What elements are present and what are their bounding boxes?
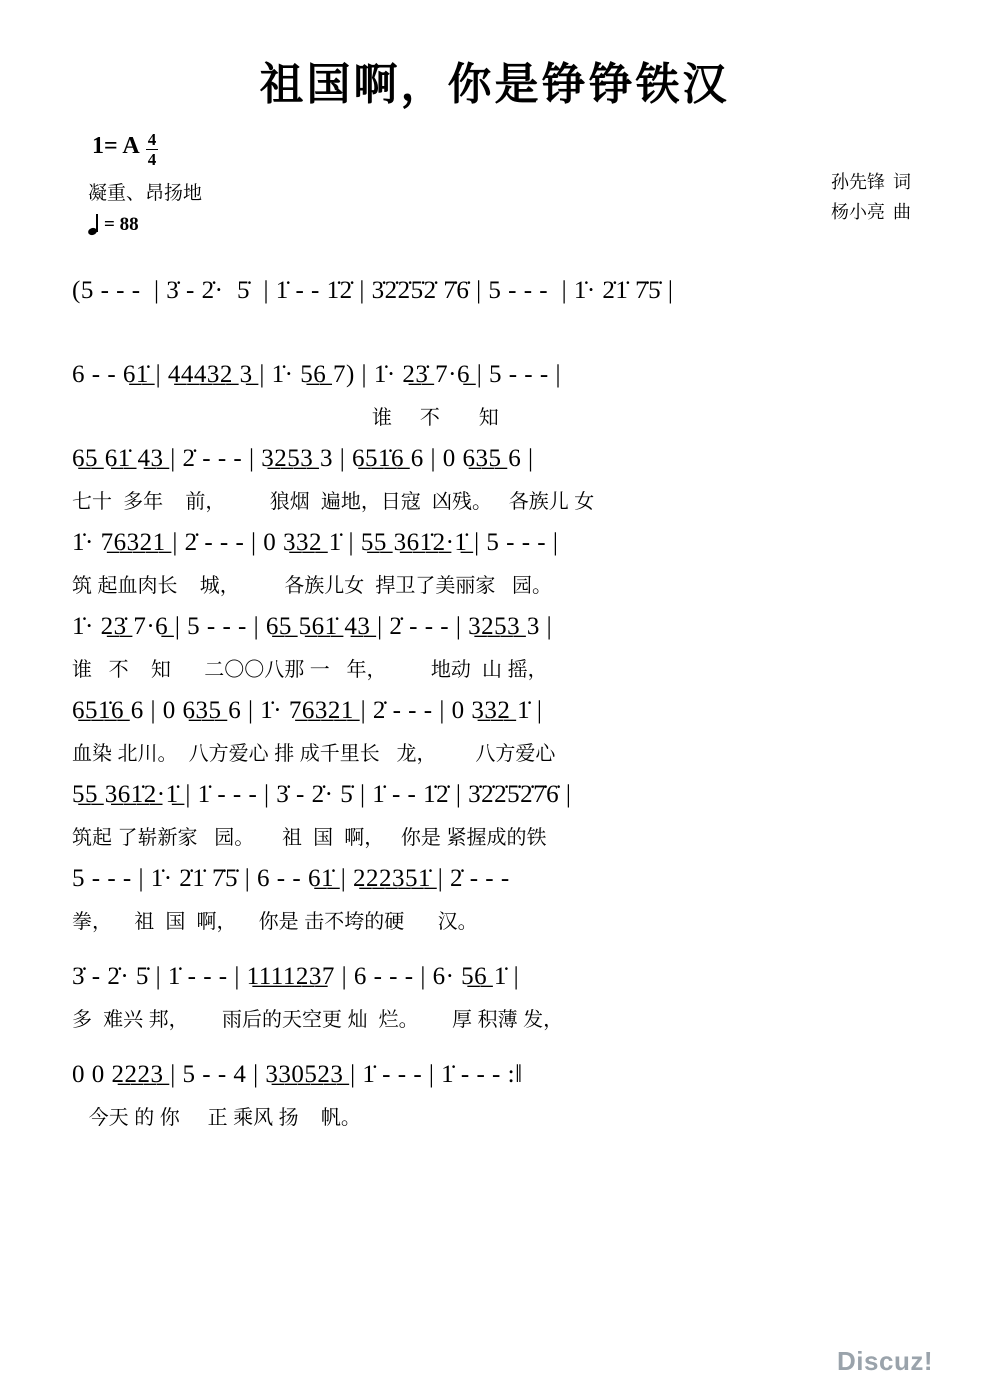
- score-system: [0, 856, 989, 936]
- quarter-note-icon: [88, 214, 100, 236]
- score-system: [0, 268, 989, 348]
- notation-line: 5̲5̲ 3̲6̲1̲̇2̲·1̲̇ | 1̇ - - - | 3̇ - 2̇· 5̇ | 1̇ - - 1̇2̇ | 3̇2̇2̇5̇2̇7̇6̇ |: [72, 781, 572, 809]
- credit-lyricist: [831, 168, 911, 198]
- score-system: [0, 772, 989, 852]
- page-title: 祖国啊，你是铮铮铁汉: [259, 60, 730, 109]
- watermark: Discuz!: [837, 1346, 933, 1376]
- score-system: [0, 520, 989, 600]
- score-system: [0, 954, 989, 1034]
- score-system: [0, 1052, 989, 1132]
- score-system: [0, 604, 989, 684]
- time-signature-numerator: 4: [147, 130, 157, 149]
- notation-line: 6̲5̲ 6̲1̲̇ 4̲3̲ | 2̇ - - - | 3̲2̲5̲3̲ 3 | 6̲5̲1̲̇6̲ 6 | 0 6̲3̲5̲ 6 |: [72, 445, 534, 473]
- expression-marking: 凝重、昂扬地: [88, 183, 203, 204]
- credit-composer-name: 杨小亮: [831, 201, 885, 222]
- time-signature: [146, 131, 159, 168]
- notation-line: 0 0 2̲2̲2̲3̲ | 5 - - 4 | 3̲3̲0̲5̲2̲3̲ | 1̇ - - - | 1̇ - - - :‖: [72, 1061, 523, 1089]
- credit-lyricist-name: 孙先锋: [831, 172, 885, 192]
- notation-line: 6̲5̲1̲̇6̲ 6 | 0 6̲3̲5̲ 6 | 1̇· 7̲6̲3̲2̲1̲ | 2̇ - - - | 0 3̲3̲2̲ 1̇ |: [72, 697, 543, 725]
- lyric-line: 多 难兴 邦， 雨后的天空更 灿 烂。 厚 积薄 发，: [72, 1008, 564, 1031]
- notation-line: 1̇· 7̲6̲3̲2̲1̲ | 2̇ - - - | 0 3̲3̲2̲ 1̇ | 5̲5̲ 3̲6̲1̲̇2̲·1̲̇ | 5 - - - |: [72, 529, 559, 557]
- key-signature: [92, 130, 158, 169]
- score-systems: [0, 268, 989, 1136]
- notation-line: 3̇ - 2̇· 5̇ | 1̇ - - - | 1̲1̲1̲1̲2̲3̲7 | 6 - - - | 6· 5̲6̲ 1̇ |: [72, 963, 520, 991]
- notation-line: 1̇· 2̲3̲̇ 7·6̲ | 5 - - - | 6̲5̲ 5̲6̲1̲̇ 4̲3̲ | 2̇ - - - | 3̲2̲5̲3̲ 3 |: [72, 613, 553, 641]
- credits: [831, 168, 911, 227]
- lyric-line: 今天 的 你 正 乘风 扬 帆。: [72, 1106, 361, 1129]
- time-signature-denominator: 4: [147, 150, 157, 169]
- notation-line: 5 - - - | 1̇· 2̇1̇ 7̇5̇ | 6 - - 6̲1̲̇ | 2̲2̲2̲3̲5̲1̲̇ | 2̇ - - -: [72, 865, 510, 893]
- lyric-line: 七十 多年 前， 狼烟 遍地，日寇 凶残。 各族儿 女: [72, 490, 595, 513]
- lyric-line: 谁 不 知: [72, 406, 499, 429]
- credit-composer: [831, 198, 911, 228]
- score-system: [0, 688, 989, 768]
- notation-line: 6 - - 6̲1̲̇ | 4̲4̲4̲3̲2̲ 3̲ | 1̇· 5̲6̲ 7) | 1̇· 2̲3̲̇ 7·6̲ | 5 - - - |: [72, 361, 561, 389]
- score-system: [0, 436, 989, 516]
- credit-lyricist-role: 词: [893, 172, 911, 192]
- lyric-line: 筑 起血肉长 城， 各族儿女 捍卫了美丽家 园。: [72, 574, 553, 597]
- notation-line: (5 - - - | 3̇ - 2̇· 5̇ | 1̇ - - 1̇2̇ | 3̇2̇2̇5̇2̇ 7̇6̇ | 5 - - - | 1̇· 2̇1̇ 7̇5̇ |: [72, 277, 674, 305]
- tempo-value: = 88: [104, 214, 139, 235]
- lyric-line: [72, 314, 917, 348]
- lyric-line: 谁 不 知 二〇〇八那 一 年， 地动 山 摇，: [72, 658, 548, 681]
- key-signature-label: 1= A: [92, 133, 140, 159]
- lyric-line: 血染 北川。 八方爱心 排 成千里长 龙， 八方爱心: [72, 742, 556, 765]
- tempo-marking: [88, 214, 139, 236]
- lyric-line: 拳， 祖 国 啊， 你是 击不垮的硬 汉。: [72, 910, 478, 933]
- lyric-line: 筑起 了崭新家 园。 祖 国 啊， 你是 紧握成的铁: [72, 826, 547, 849]
- credit-composer-role: 曲: [893, 201, 911, 222]
- score-system: [0, 352, 989, 432]
